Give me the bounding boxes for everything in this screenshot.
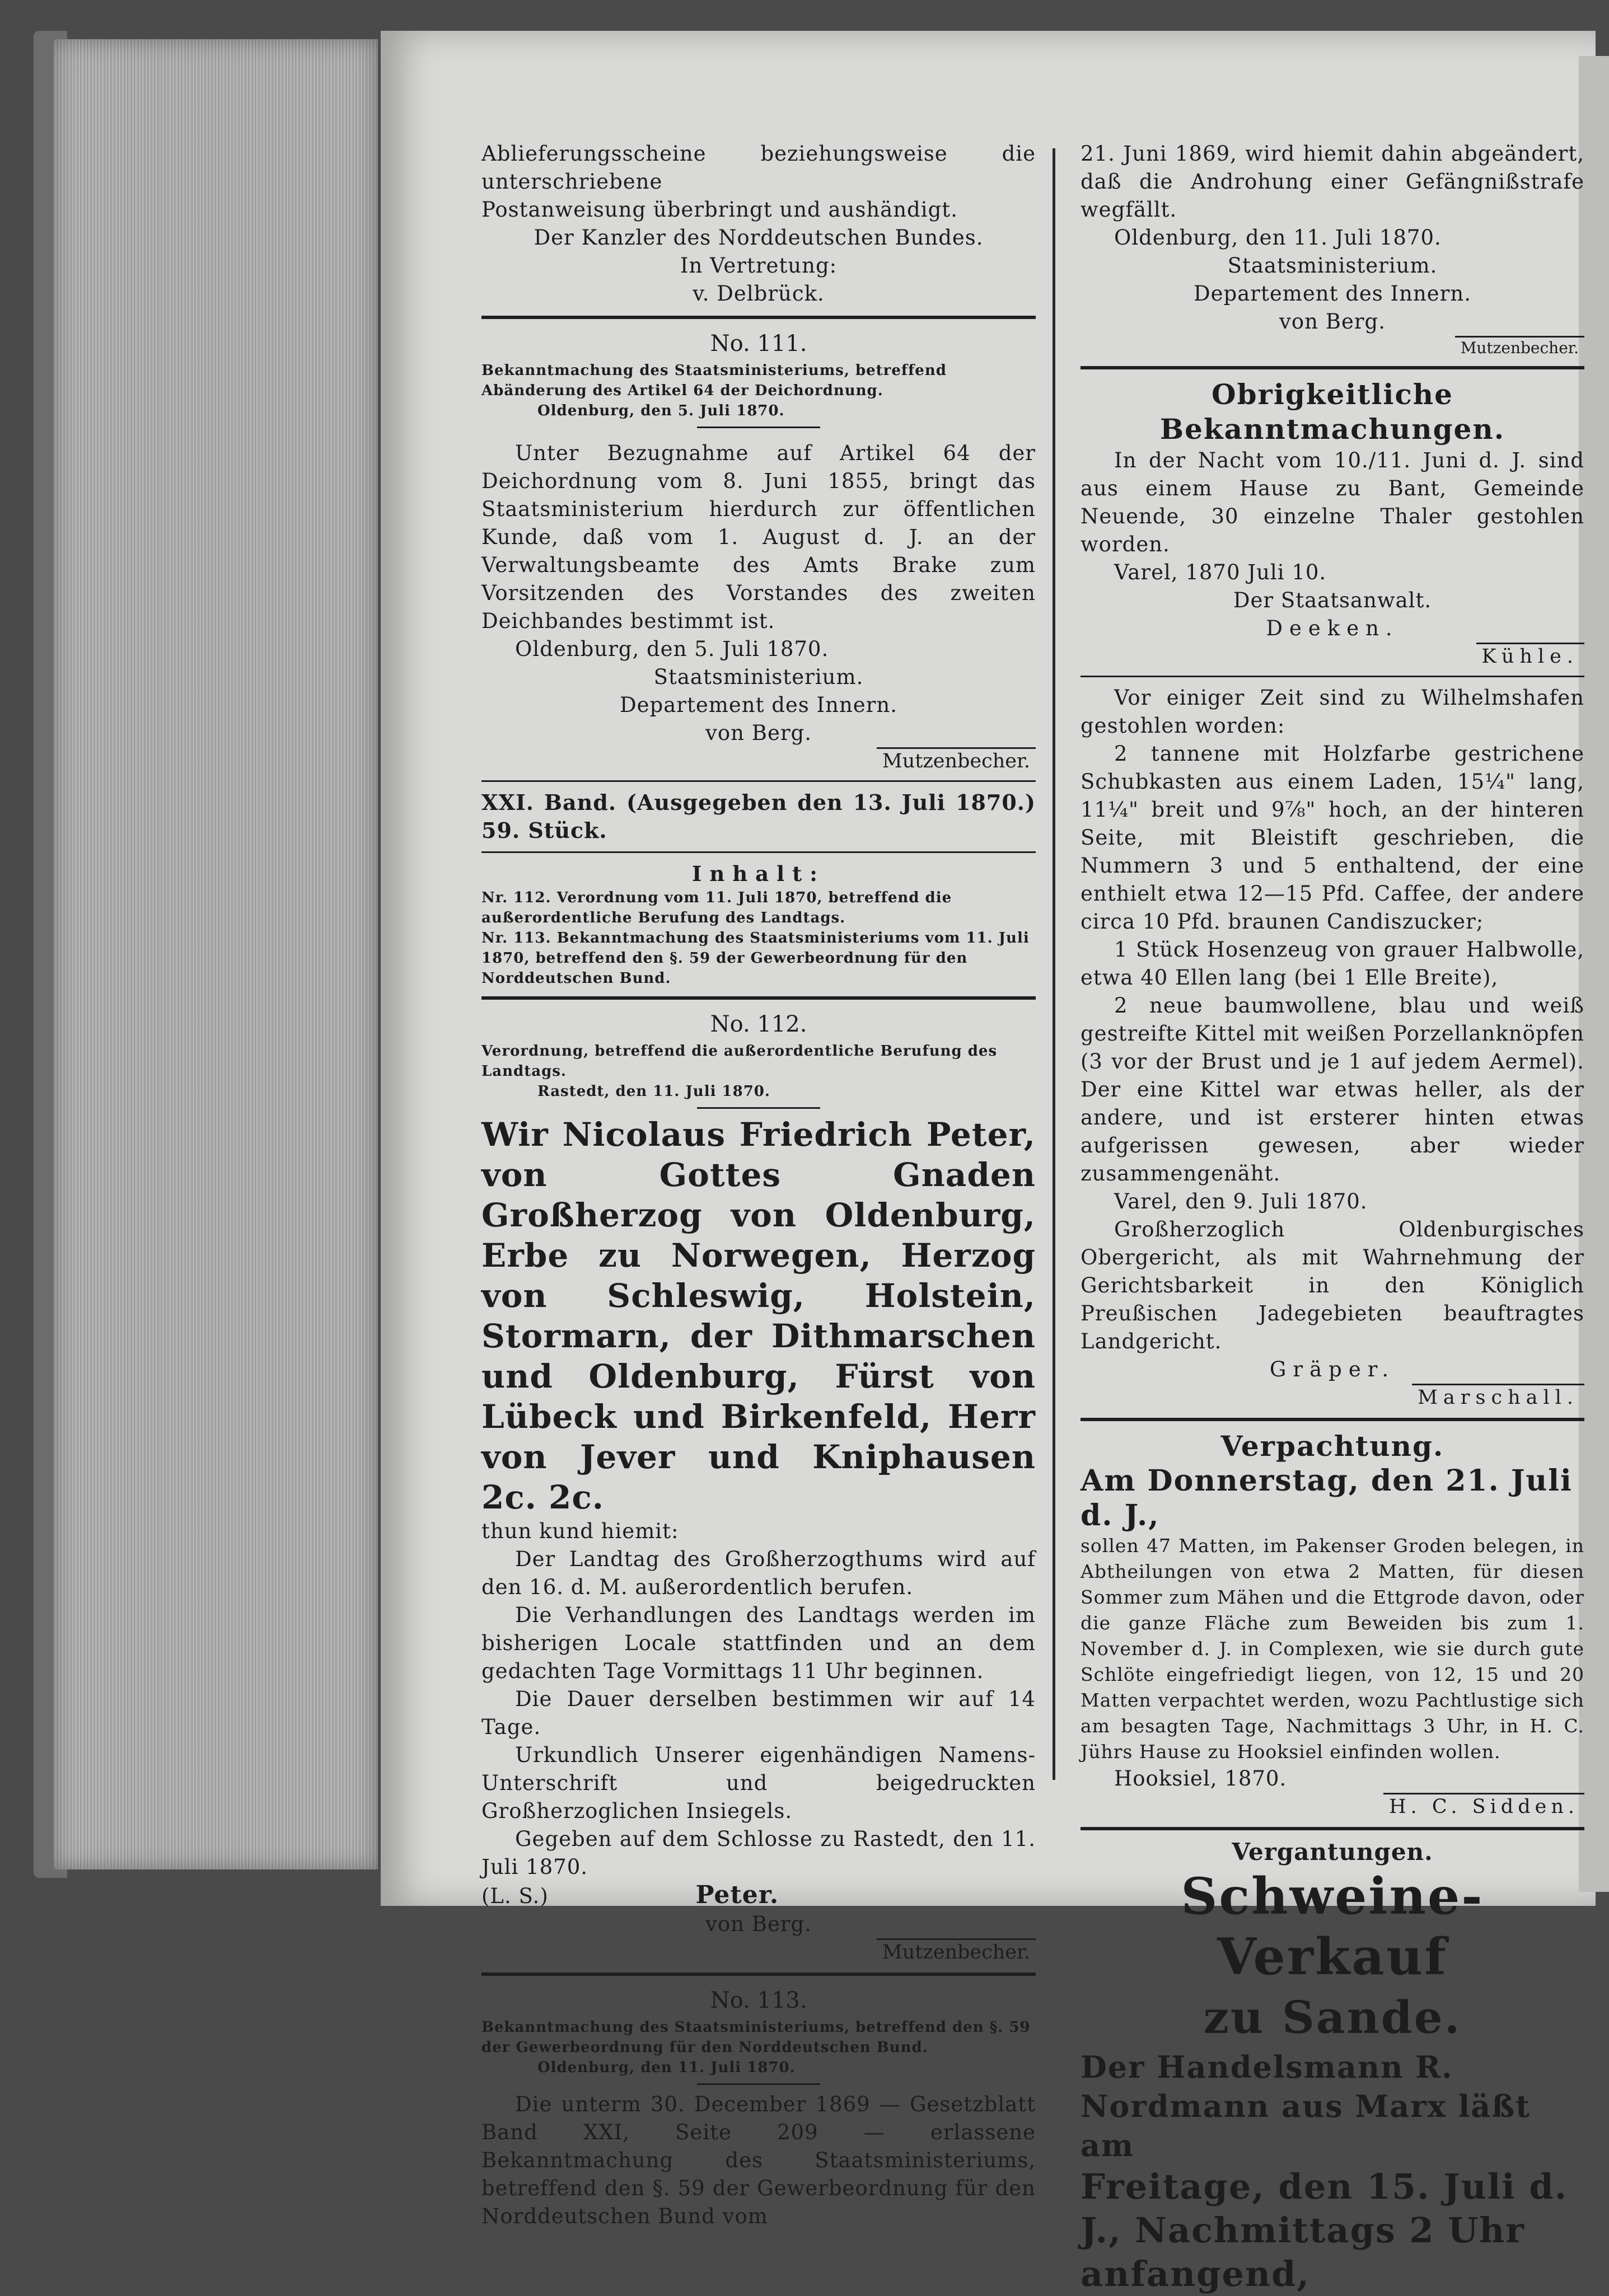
page-edges bbox=[53, 39, 378, 1869]
short-rule bbox=[697, 1107, 820, 1109]
section-rule bbox=[1081, 1827, 1584, 1830]
contents-heading: Inhalt: bbox=[692, 861, 825, 886]
no113-number: No. 113. bbox=[710, 1988, 807, 2013]
notice1-signer: Deeken. bbox=[1266, 616, 1399, 640]
notice2-item-3: 2 neue baumwollene, blau und weiß gestreifte Kittel mit weißen Porzellanknöpfen (3 vor der Brust und je 1 auf jedem Aermel). Der eine Kittel war etwas heller, als der andere, und ist ersterer hinten etwas aufgerissen gewesen, aber wieder zusammengenäht. bbox=[1081, 994, 1584, 1186]
schweine-verkauf-title: Schweine-Verkauf bbox=[1181, 1867, 1484, 1986]
notice1-countersign-line bbox=[1081, 643, 1584, 669]
no111-title: Bekanntmachung des Staatsministeriums, betreffend Abänderung des Artikel 64 der Deichordnung. bbox=[481, 362, 947, 399]
vergantungen-body: Der Handelsmann R. Nordmann aus Marx läßt am bbox=[1081, 2049, 1531, 2163]
vergantungen-heading: Vergantungen. bbox=[1232, 1838, 1433, 1866]
continuation-ministry: Staatsministerium. bbox=[1227, 254, 1438, 278]
signoff-name: v. Delbrück. bbox=[693, 282, 825, 306]
continuation-countersign-line bbox=[1081, 336, 1584, 358]
continuation-department: Departement des Innern. bbox=[1194, 282, 1471, 306]
verpachtung-heading: Verpachtung. bbox=[1220, 1430, 1444, 1463]
notice2-countersign: Marschall. bbox=[1412, 1384, 1584, 1410]
short-rule bbox=[697, 427, 820, 428]
no113-body: Die unterm 30. December 1869 — Gesetzblatt Band XXI, Seite 209 — erlassene Bekanntmachung des Staatsministeriums, betreffend den §. 59 der Gewerbeordnung für den Norddeutschen Bund vom bbox=[481, 2092, 1036, 2228]
notice1-body: In der Nacht vom 10./11. Juni d. J. sind aus einem Hause zu Bant, Gemeinde Neuende, 30 einzelne Thaler gestohlen worden. bbox=[1081, 448, 1584, 556]
notice2-countersign-line bbox=[1081, 1384, 1584, 1410]
verpachtung-body: sollen 47 Matten, im Pakenser Groden belegen, in Abtheilungen von etwa 2 Matten, für diesen Sommer zum Mähen und die Ettgrode davon, oder die ganze Fläche zum Beweiden bis zum 1. November d. J. in Complexen, wie sie durch gute Schlöte eingefriedigt liegen, von 12, 15 und 20 Matten verpachtet werden, wozu Pachtlustige sich am besagten Tage, Nachmittags 3 Uhr, in H. C. Jührs Hause zu Hooksiel einfinden wollen. bbox=[1081, 1535, 1584, 1763]
continuation-countersign: Mutzenbecher. bbox=[1455, 336, 1584, 358]
no112-countersign-line bbox=[481, 1938, 1036, 1965]
no112-para-4: Urkundlich Unserer eigenhändigen Namens-Unterschrift und beigedruckten Großherzoglichen Insiegels. bbox=[481, 1743, 1036, 1823]
no111-department: Departement des Innern. bbox=[620, 693, 897, 717]
section-rule bbox=[481, 996, 1036, 1000]
no111-ministry: Staatsministerium. bbox=[653, 665, 864, 689]
no113-title: Bekanntmachung des Staatsministeriums, betreffend den §. 59 der Gewerbeordnung für den Norddeutschen Bund. bbox=[481, 2019, 1031, 2056]
continuation-text: 21. Juni 1869, wird hiemit dahin abgeändert, daß die Androhung einer Gefängnißstrafe wegfällt. bbox=[1081, 142, 1584, 222]
signoff-title: Der Kanzler des Norddeutschen Bundes. bbox=[534, 226, 984, 250]
intro-line-2: Postanweisung überbringt und aushändigt. bbox=[481, 198, 958, 222]
no112-place: Rastedt, den 11. Juli 1870. bbox=[537, 1083, 770, 1100]
section-rule bbox=[481, 851, 1036, 853]
no112-para-5: Gegeben auf dem Schlosse zu Rastedt, den 11. Juli 1870. bbox=[481, 1827, 1036, 1879]
continuation-signer: von Berg. bbox=[1279, 310, 1386, 334]
verpachtung-subheading: Am Donnerstag, den 21. Juli d. J., bbox=[1081, 1464, 1573, 1533]
no111-place: Oldenburg, den 5. Juli 1870. bbox=[537, 402, 785, 419]
no112-title: Verordnung, betreffend die außerordentliche Berufung des Landtags. bbox=[481, 1043, 998, 1080]
no112-lead: thun kund hiemit: bbox=[481, 1519, 679, 1543]
notice2-item-2: 1 Stück Hosenzeug von grauer Halbwolle, etwa 40 Ellen lang (bei 1 Elle Breite), bbox=[1081, 938, 1584, 990]
notice2-date: Varel, den 9. Juli 1870. bbox=[1114, 1189, 1368, 1213]
no112-signer: von Berg. bbox=[705, 1912, 812, 1936]
no112-countersign: Mutzenbecher. bbox=[877, 1938, 1036, 1965]
no112-para-1: Der Landtag des Großherzogthums wird auf den 16. d. M. außerordentlich berufen. bbox=[481, 1547, 1036, 1599]
notice2-court: Großherzoglich Oldenburgisches Obergericht, als mit Wahrnehmung der Gerichtsbarkeit in den Königlich Preußischen Jadegebieten beauftragtes Landgericht. bbox=[1081, 1217, 1584, 1353]
no113-place: Oldenburg, den 11. Juli 1870. bbox=[537, 2059, 796, 2076]
vergantungen-date-line: Freitage, den 15. Juli d. J., Nachmittags 2 Uhr anfangend, bbox=[1081, 2166, 1568, 2294]
verpachtung-signer: H. C. Sidden. bbox=[1383, 1793, 1584, 1819]
right-column bbox=[1081, 140, 1584, 2296]
notice1-countersign: Kühle. bbox=[1476, 643, 1585, 669]
issue-line: XXI. Band. (Ausgegeben den 13. Juli 1870.) 59. Stück. bbox=[481, 790, 1036, 843]
no112-signer-main: Peter. bbox=[695, 1881, 779, 1909]
continuation-date: Oldenburg, den 11. Juli 1870. bbox=[1114, 226, 1442, 250]
no112-para-2: Die Verhandlungen des Landtags werden im bisherigen Locale stattfinden und an dem gedachten Tage Vormittags 11 Uhr beginnen. bbox=[481, 1603, 1036, 1683]
notice2-lead: Vor einiger Zeit sind zu Wilhelmshafen gestohlen worden: bbox=[1081, 686, 1584, 738]
no111-date: Oldenburg, den 5. Juli 1870. bbox=[515, 637, 829, 661]
verpachtung-signer-line bbox=[1081, 1793, 1584, 1819]
no112-number: No. 112. bbox=[710, 1011, 807, 1037]
no112-seal: (L. S.) bbox=[481, 1884, 549, 1908]
notice1-date: Varel, 1870 Juli 10. bbox=[1114, 560, 1327, 584]
no112-para-3: Die Dauer derselben bestimmen wir auf 14 Tage. bbox=[481, 1687, 1036, 1739]
notice1-office: Der Staatsanwalt. bbox=[1233, 588, 1432, 612]
section-rule bbox=[1081, 676, 1584, 677]
notice2-signer: Gräper. bbox=[1269, 1357, 1396, 1381]
short-rule bbox=[697, 2083, 820, 2085]
no111-countersign-line bbox=[481, 747, 1036, 774]
intro-line-1: Ablieferungsscheine beziehungsweise die unterschriebene bbox=[481, 142, 1036, 194]
zu-sande-title: zu Sande. bbox=[1203, 1991, 1462, 2044]
no111-countersign: Mutzenbecher. bbox=[877, 747, 1036, 774]
section-rule bbox=[481, 1972, 1036, 1976]
section-rule bbox=[481, 316, 1036, 319]
no112-heading: Wir Nicolaus Friedrich Peter, von Gottes Gnaden Großherzog von Oldenburg, Erbe zu Norwegen, Herzog von Schleswig, Holstein, Stormarn, der Dithmarschen und Oldenburg, Fürst von Lübeck und Birkenfeld, Herr von Jever und Kniphausen 2c. 2c. bbox=[481, 1116, 1036, 1516]
no111-signer: von Berg. bbox=[705, 721, 812, 745]
section-rule bbox=[481, 780, 1036, 782]
column-divider bbox=[1053, 148, 1055, 1780]
contents-item-113: Nr. 113. Bekanntmachung des Staatsministeriums vom 11. Juli 1870, betreffend den §. 59 der Gewerbeordnung für den Norddeutschen Bund. bbox=[481, 930, 1030, 987]
no112-seal-line bbox=[481, 1881, 1036, 1910]
section-rule bbox=[1081, 366, 1584, 369]
verpachtung-date: Hooksiel, 1870. bbox=[1114, 1766, 1287, 1791]
notice2-item-1: 2 tannene mit Holzfarbe gestrichene Schubkasten aus einem Laden, 15¼" lang, 11¼" breit und 9⅞" hoch, an der hinteren Seite, mit Bleistift geschrieben, die Nummern 3 und 5 enthaltend, der eine enthielt etwa 12—15 Pfd. Caffee, der andere circa 10 Pfd. braunen Candiszucker; bbox=[1081, 742, 1584, 934]
no111-body: Unter Bezugnahme auf Artikel 64 der Deichordnung vom 8. Juni 1855, bringt das Staatsministerium hierdurch zur öffentlichen Kunde, daß vom 1. August d. J. an der Verwaltungsbeamte des Amts Brake zum Vorsitzenden des Vorstandes des zweiten Deichbandes bestimmt ist. bbox=[481, 441, 1036, 633]
contents-item-112: Nr. 112. Verordnung vom 11. Juli 1870, betreffend die außerordentliche Berufung des Landtags. bbox=[481, 889, 952, 926]
no111-number: No. 111. bbox=[710, 331, 807, 357]
signoff-vertretung: In Vertretung: bbox=[680, 254, 838, 278]
left-column bbox=[481, 140, 1036, 2231]
obrigkeitliche-heading: Obrigkeitliche Bekanntmachungen. bbox=[1159, 378, 1505, 446]
section-rule bbox=[1081, 1418, 1584, 1421]
